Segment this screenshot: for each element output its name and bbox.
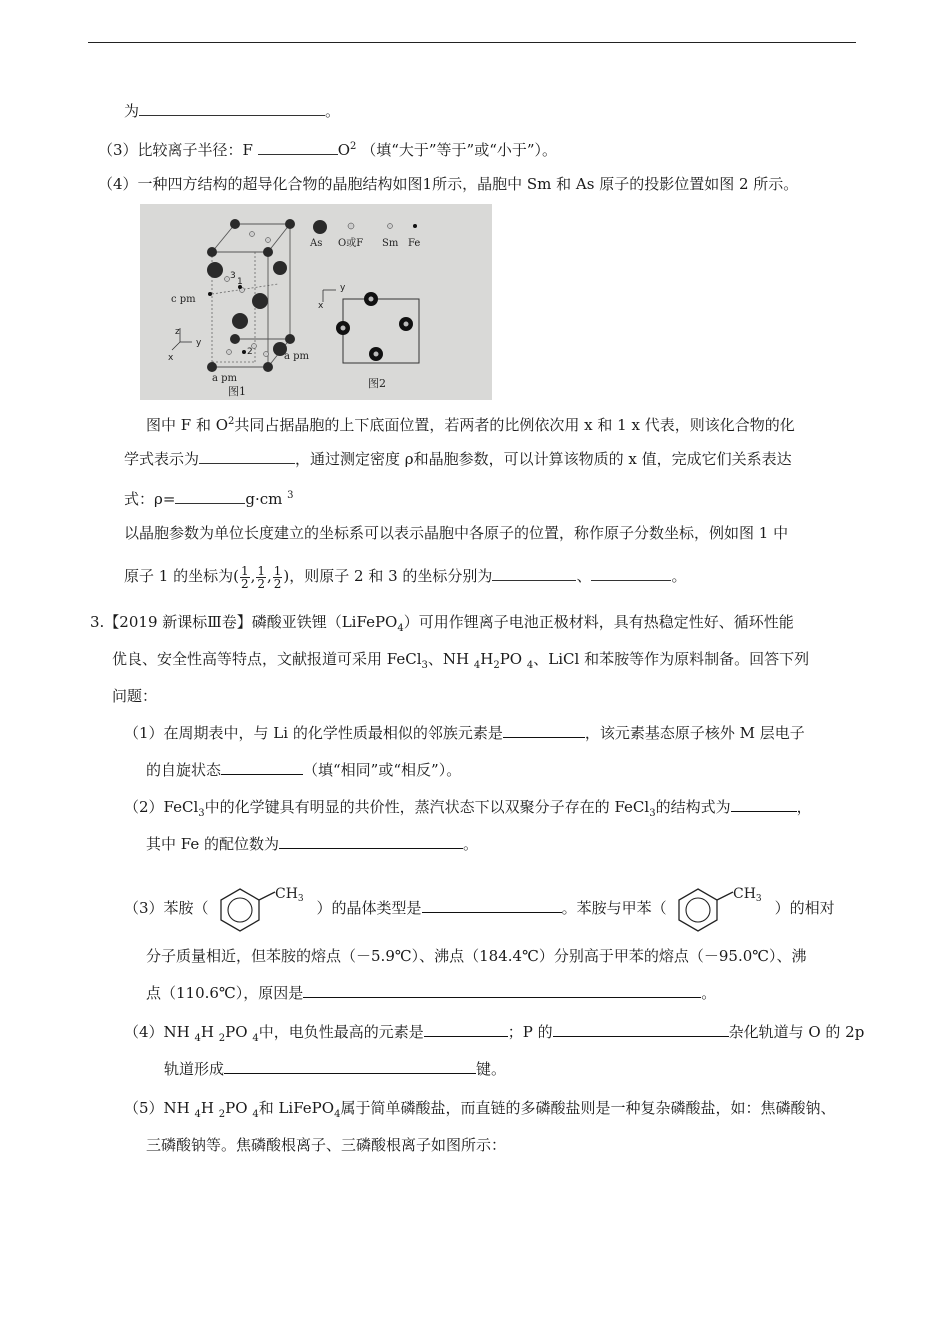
text: )，则原子 2 和 3 的坐标分别为	[283, 567, 493, 585]
answer-blank[interactable]	[258, 140, 338, 155]
text: 3.【2019 新课标Ⅲ卷】磷酸亚铁锂（LiFePO	[90, 613, 398, 631]
legend-label: As	[310, 238, 323, 249]
legend-label: O或F	[338, 238, 364, 249]
crystal-figure-svg	[140, 204, 492, 400]
answer-line-1	[124, 101, 340, 121]
fraction: $\frac{1}{2}$	[257, 563, 265, 591]
text: 原子 1 的坐标为(	[124, 567, 239, 585]
paragraph-line: 原子 1 的坐标为( $\frac{1}{2}$ , $\frac{1}{2}$ , $\frac{1}{2}$ )，则原子 2 和 3 的坐标分别为 、 。	[124, 563, 687, 591]
text: 。	[671, 567, 687, 585]
dimension-label: c pm	[171, 294, 196, 305]
text: （填“大于”等于”或“小于”）。	[361, 141, 558, 159]
figure-caption: 图1	[228, 385, 246, 398]
electronegativity-blank[interactable]	[424, 1022, 508, 1037]
paragraph-line	[146, 412, 795, 435]
dimension-label: a pm	[284, 351, 310, 362]
sub-question-2: 其中 Fe 的配位数为 。	[146, 835, 479, 853]
question-4	[98, 174, 798, 194]
element-blank[interactable]	[503, 723, 585, 738]
text: 图中 F 和 O	[146, 416, 229, 434]
sub-question-4: 轨道形成 键。	[164, 1060, 507, 1078]
crystal-figure	[140, 204, 492, 400]
superscript: 2	[350, 141, 357, 152]
hybridization-blank[interactable]	[553, 1022, 729, 1037]
text: g·cm	[245, 490, 288, 508]
legend-label: Fe	[408, 238, 421, 249]
text: 共同占据晶胞的上下底面位置，若两者的比例依次用 x 和 1 x 代表，则该化合物的化	[234, 416, 795, 434]
text: （3）比较离子半径：F	[98, 141, 253, 159]
answer-blank[interactable]	[139, 101, 325, 116]
sub-question-5: 三磷酸钠等。焦磷酸根离子、三磷酸根离子如图所示：	[146, 1136, 507, 1154]
header-rule	[88, 42, 856, 43]
spin-blank[interactable]	[221, 760, 303, 775]
paragraph-line	[124, 486, 294, 509]
question-3-line	[112, 686, 157, 706]
superscript: 3	[287, 490, 294, 501]
aniline-structure-icon	[215, 886, 311, 932]
legend-label: Sm	[382, 238, 399, 249]
paragraph-line	[124, 449, 792, 469]
coordinate-blank[interactable]	[492, 566, 576, 581]
text: 为	[124, 102, 140, 120]
axis-label: y	[196, 338, 202, 348]
text: 式：ρ=	[124, 490, 176, 508]
coordination-blank[interactable]	[279, 834, 463, 849]
coordinate-blank[interactable]	[591, 566, 671, 581]
figure-caption: 图2	[368, 377, 386, 390]
sub-question-5: （5）NH $_4$H $_2$PO $_4$和 LiFePO$_4$属于简单磷酸盐，而直链的多磷酸盐则是一种复杂磷酸盐，如：焦磷酸钠、	[124, 1099, 836, 1120]
sub-question-1: （1）在周期表中，与 Li 的化学性质最相似的邻族元素是 ，该元素基态原子核外 M 层电子	[124, 724, 805, 742]
atom-label: 3	[230, 271, 236, 281]
reason-blank[interactable]	[303, 983, 701, 998]
axis-label: y	[340, 283, 346, 293]
superscript: 2	[228, 416, 235, 427]
fraction: $\frac{1}{2}$	[240, 563, 249, 591]
structure-blank[interactable]	[731, 797, 797, 812]
crystal-type-blank[interactable]	[422, 898, 562, 913]
svg-text:CH3: $CH_3$	[732, 886, 762, 904]
dimension-label: a pm	[212, 373, 238, 384]
density-blank[interactable]	[175, 489, 245, 504]
sub-question-3: 点（110.6℃），原因是 。	[146, 984, 717, 1002]
sub-question-4: （4）NH $_4$H $_2$PO $_4$中，电负性最高的元素是 ；P 的 杂化轨道与 O 的 2p	[124, 1023, 865, 1044]
text: （4）一种四方结构的超导化合物的晶胞结构如图1所示，晶胞中 Sm 和 As 原子的投影位置如图 2 所示。	[98, 175, 799, 193]
text: 、	[576, 567, 592, 585]
text: 问题：	[112, 687, 158, 705]
sub-question-1: 的自旋状态 （填“相同”或“相反”）。	[146, 761, 462, 779]
sub-question-2: （2）FeCl$_3$中的化学键具有明显的共价性，蒸汽状态下以双聚分子存在的 FeCl$_3$的结构式为 ，	[124, 798, 812, 819]
text: 学式表示为	[124, 450, 200, 468]
atom-label: 2	[247, 347, 253, 357]
axis-label: x	[318, 301, 324, 311]
paragraph-line	[124, 523, 788, 543]
text: 优良、安全性高等特点，文献报道可采用 FeCl	[112, 650, 422, 668]
text: 以晶胞参数为单位长度建立的坐标系可以表示晶胞中各原子的位置，称作原子分数坐标，例如图 1 中	[124, 524, 789, 542]
question-3-line: 优良、安全性高等特点，文献报道可采用 FeCl$_3$、NH $_4H_2PO$ $_4$、LiCl 和苯胺等作为原料制备。回答下列	[112, 650, 810, 671]
axis-label: x	[168, 353, 174, 363]
fraction: $\frac{1}{2}$	[273, 563, 282, 591]
svg-text:CH3: $CH_3$	[274, 886, 304, 904]
text: O	[337, 141, 351, 159]
sub-question-3: 分子质量相近，但苯胺的熔点（－5.9℃）、沸点（184.4℃）分别高于甲苯的熔点（－95.0℃）、沸	[146, 947, 807, 965]
bond-type-blank[interactable]	[224, 1059, 476, 1074]
text: ，通过测定密度 ρ和晶胞参数，可以计算该物质的 x 值，完成它们关系表达	[295, 450, 792, 468]
sub-question-3: （3）苯胺（ $CH_3$ ）的晶体类型是 。苯胺与甲苯（ $CH_3$ ）的相对	[124, 886, 835, 932]
question-3-heading	[90, 612, 794, 639]
text: ）可用作锂离子电池正极材料，具有热稳定性好、循环性能	[403, 613, 794, 631]
formula-blank[interactable]	[199, 449, 295, 464]
text: 。	[325, 102, 341, 120]
axis-label: z	[175, 327, 180, 337]
question-3	[98, 137, 557, 160]
subscript: 4	[397, 623, 404, 634]
toluene-structure-icon	[673, 886, 769, 932]
atom-label: 1	[237, 277, 243, 287]
